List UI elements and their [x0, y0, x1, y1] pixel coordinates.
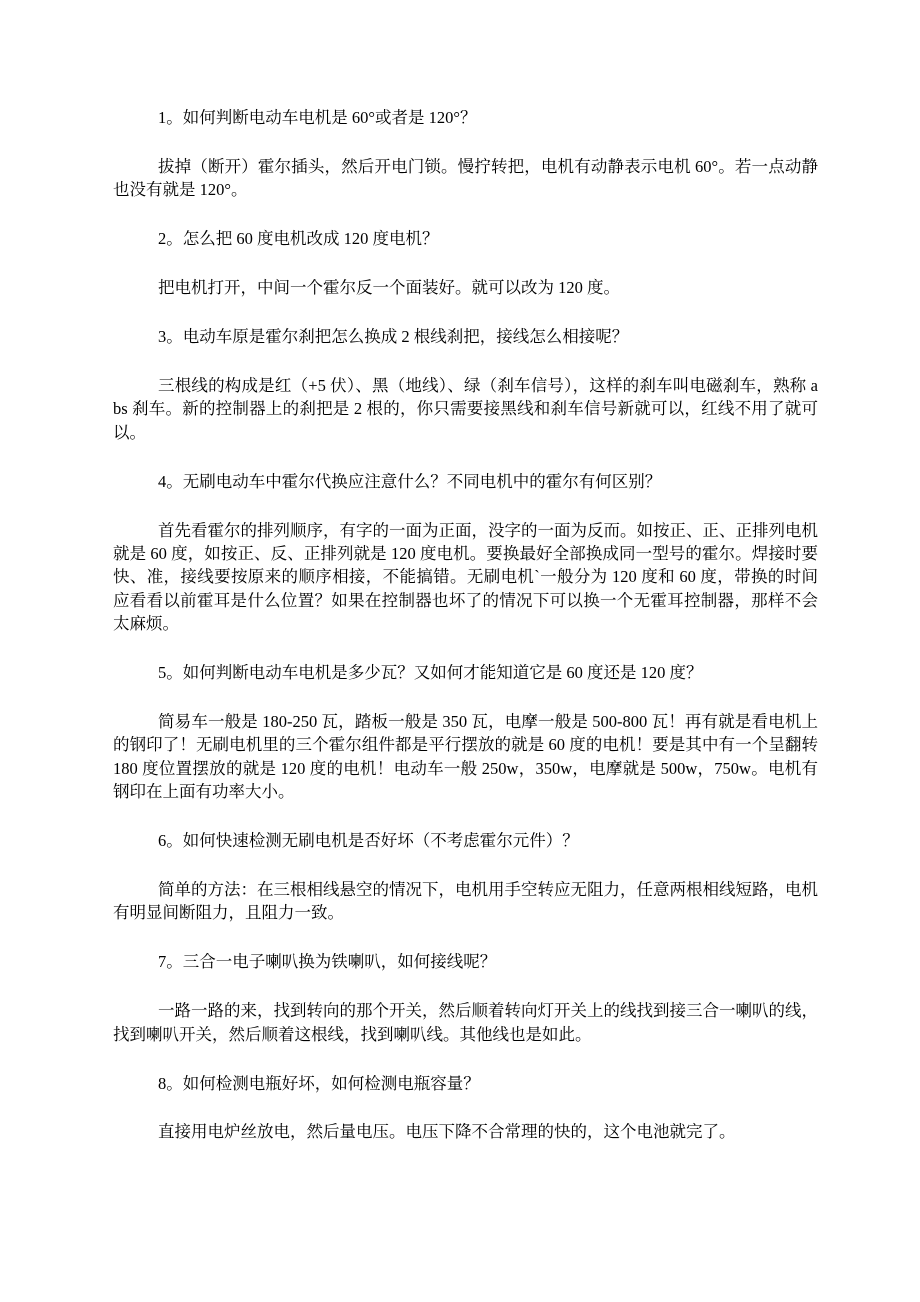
- question-4: 4。无刷电动车中霍尔代换应注意什么？不同电机中的霍尔有何区别？: [158, 471, 662, 491]
- answer-8: 直接用电炉丝放电，然后量电压。电压下降不合常理的快的，这个电池就完了。: [158, 1122, 736, 1142]
- question-8: 8。如何检测电瓶好坏，如何检测电瓶容量？: [158, 1073, 480, 1093]
- answer-3: 三根线的构成是红（+5 伏）、黑（地线）、绿（刹车信号），这样的刹车叫电磁刹车，熟称 abs 刹车。新的控制器上的刹把是 2 根的，你只需要接黑线和刹车信号新就可以，红线不用了就可以。: [113, 375, 818, 442]
- question-6: 6。如何快速检测无刷电机是否好坏（不考虑霍尔元件）？: [158, 831, 579, 851]
- question-2: 2。怎么把 60 度电机改成 120 度电机？: [158, 229, 439, 249]
- answer-4: 首先看霍尔的排列顺序，有字的一面为正面，没字的一面为反而。如按正、正、正排列电机就是 60 度，如按正、反、正排列就是 120 度电机。要换最好全部换成同一型号的霍尔。焊接时要快、准，接线要按原来的顺序相接，不能搞错。无刷电机`一般分为 120 度和 60 度，带换的时间应看看以前霍耳是什么位置？如果在控制器也坏了的情况下可以换一个无霍耳控制器，那样不会太麻烦。: [113, 520, 818, 634]
- answer-5: 简易车一般是 180-250 瓦，踏板一般是 350 瓦，电摩一般是 500-800 瓦！再有就是看电机上的钢印了！无刷电机里的三个霍尔组件都是平行摆放的就是 60 度的电机！要是其中有一个呈翻转 180 度位置摆放的就是 120 度的电机！电动车一般 250w，350w，电摩就是 500w，750w。电机有钢印在上面有功率大小。: [113, 712, 818, 802]
- answer-6: 简单的方法：在三根相线悬空的情况下，电机用手空转应无阻力，任意两根相线短路，电机有明显间断阻力，且阻力一致。: [113, 880, 818, 923]
- question-1: 1。如何判断电动车电机是 60°或者是 120°？: [158, 108, 477, 127]
- question-3: 3。电动车原是霍尔刹把怎么换成 2 根线刹把，接线怎么相接呢？: [158, 327, 629, 347]
- answer-2: 把电机打开，中间一个霍尔反一个面装好。就可以改为 120 度。: [158, 278, 620, 298]
- answer-7: 一路一路的来，找到转向的那个开关，然后顺着转向灯开关上的线找到接三合一喇叭的线，找到喇叭开关，然后顺着这根线，找到喇叭线。其他线也是如此。: [113, 1001, 818, 1044]
- answer-1: 拔掉（断开）霍尔插头，然后开电门锁。慢拧转把，电机有动静表示电机 60°。若一点动静也没有就是 120°。: [113, 156, 818, 200]
- question-7: 7。三合一电子喇叭换为铁喇叭，如何接线呢？: [158, 952, 497, 972]
- question-5: 5。如何判断电动车电机是多少瓦？又如何才能知道它是 60 度还是 120 度？: [158, 663, 703, 683]
